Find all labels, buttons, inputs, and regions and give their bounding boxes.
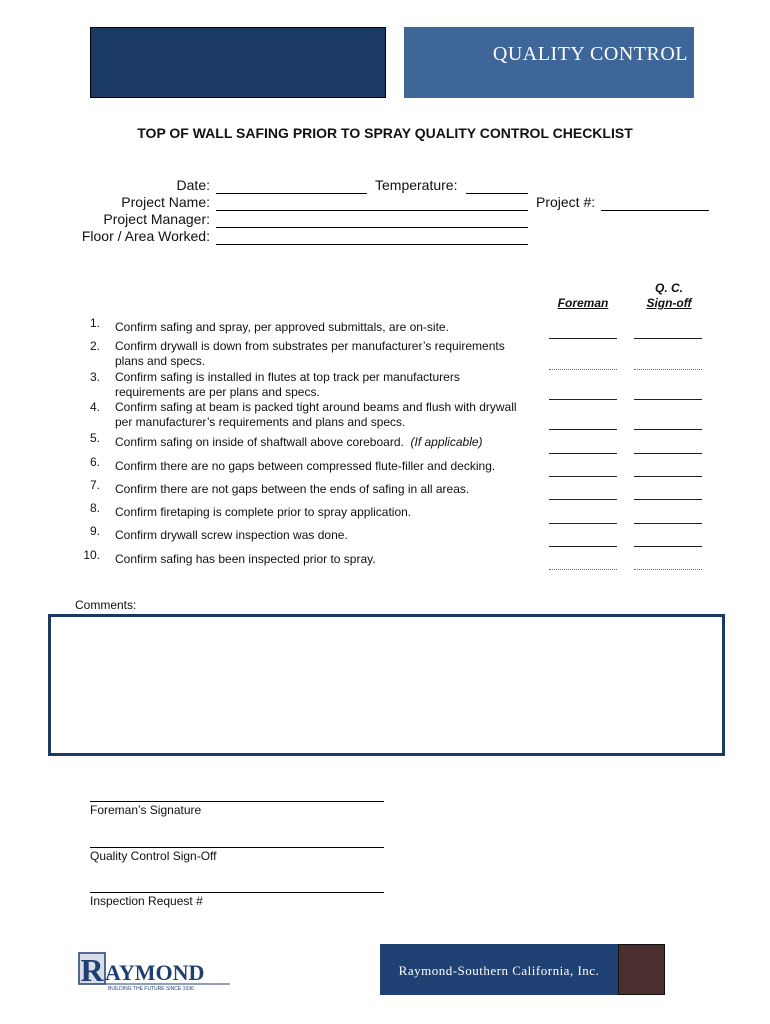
qc-signoff-line[interactable] <box>634 546 702 547</box>
logo-tagline: BUILDING THE FUTURE SINCE 1936 <box>108 986 194 992</box>
checklist-item <box>115 552 376 567</box>
project-number-label: Project #: <box>536 194 596 210</box>
qc-signoff-line[interactable] <box>634 499 702 500</box>
checklist-item-text: Confirm safing is installed in flutes at top track per manufacturers <box>115 370 460 384</box>
project-number-field[interactable] <box>601 210 709 211</box>
checklist-item-text: Confirm safing has been inspected prior to spray. <box>115 552 376 566</box>
checklist-item <box>115 482 469 497</box>
inspection-request-line[interactable] <box>90 892 384 893</box>
item-number: 5. <box>89 431 100 445</box>
checklist-item-text: Confirm firetaping is complete prior to spray application. <box>115 505 412 519</box>
item-number: 6. <box>89 455 100 469</box>
checklist-item-text: Confirm safing at beam is packed tight around beams and flush with drywall <box>115 400 517 414</box>
checklist-item <box>115 459 495 474</box>
item-number: 8. <box>89 501 100 515</box>
floor-area-field[interactable] <box>216 244 528 245</box>
item-number: 10. <box>83 548 100 562</box>
checklist-item <box>115 320 449 335</box>
checklist-item-text: requirements are per plans and specs. <box>115 385 320 399</box>
checklist-item <box>115 505 411 520</box>
checklist-item-text: Confirm safing and spray, per approved submittals, are on-site. <box>115 320 449 334</box>
item-number: 3. <box>89 370 100 384</box>
qc-signoff-label: Quality Control Sign-Off <box>90 849 217 863</box>
foreman-signoff-line[interactable] <box>549 546 617 547</box>
qc-signoff-line[interactable] <box>634 569 702 570</box>
item-number: 9. <box>89 524 100 538</box>
checklist-item-text: Confirm drywall is down from substrates per manufacturer’s requirements <box>115 339 505 353</box>
checklist-item-note: (If applicable) <box>410 435 483 449</box>
qc-signoff-line[interactable] <box>634 523 702 524</box>
foreman-signoff-line[interactable] <box>549 523 617 524</box>
inspection-request-label: Inspection Request # <box>90 894 203 908</box>
item-number: 1. <box>89 316 100 330</box>
checklist-item <box>115 528 348 543</box>
foreman-signature-label: Foreman’s Signature <box>90 803 202 817</box>
qc-column-header-line1: Q. C. <box>654 281 683 295</box>
footer-company-name: Raymond-Southern California, Inc. <box>398 963 600 978</box>
project-manager-label: Project Manager: <box>103 211 210 227</box>
floor-area-label: Floor / Area Worked: <box>81 228 210 244</box>
foreman-signature-line[interactable] <box>90 801 384 802</box>
foreman-signoff-line[interactable] <box>549 338 617 339</box>
comments-box[interactable] <box>48 614 725 756</box>
checklist-item-text: Confirm there are not gaps between the ends of safing in all areas. <box>115 482 470 496</box>
project-manager-field[interactable] <box>216 227 528 228</box>
qc-signoff-line[interactable] <box>634 429 702 430</box>
checklist-item <box>115 370 460 400</box>
checklist-item <box>115 435 483 450</box>
item-number: 2. <box>89 339 100 353</box>
checklist-item-text: Confirm there are no gaps between compressed flute-filler and decking. <box>115 459 496 473</box>
checklist-item-text: per manufacturer’s requirements and plans and specs. <box>115 415 406 429</box>
foreman-signoff-line[interactable] <box>549 399 617 400</box>
project-name-label: Project Name: <box>121 194 210 210</box>
qc-signoff-line[interactable] <box>634 369 702 370</box>
qc-column-header-line2: Sign-off <box>646 296 692 310</box>
date-label: Date: <box>176 177 210 193</box>
checklist-item-text: plans and specs. <box>115 354 206 368</box>
checklist-item <box>115 400 517 430</box>
item-number: 4. <box>89 400 100 414</box>
qc-signoff-line-bottom[interactable] <box>90 847 384 848</box>
banner-title: QUALITY CONTROL <box>492 43 688 65</box>
logo-wordmark: AYMOND <box>105 960 205 985</box>
foreman-column-header: Foreman <box>557 296 609 310</box>
document-title: TOP OF WALL SAFING PRIOR TO SPRAY QUALITY CONTROL CHECKLIST <box>137 125 633 141</box>
foreman-signoff-line[interactable] <box>549 499 617 500</box>
svg-text:R: R <box>80 952 104 988</box>
foreman-signoff-line[interactable] <box>549 476 617 477</box>
comments-label: Comments: <box>75 598 137 612</box>
qc-signoff-line[interactable] <box>634 338 702 339</box>
header-dark-panel <box>90 27 386 98</box>
qc-signoff-line[interactable] <box>634 399 702 400</box>
qc-signoff-line[interactable] <box>634 476 702 477</box>
foreman-signoff-line[interactable] <box>549 429 617 430</box>
checklist-item-text: Confirm safing on inside of shaftwall above coreboard. <box>115 435 404 449</box>
checklist-item <box>115 339 505 369</box>
item-number: 7. <box>89 478 100 492</box>
foreman-signoff-line[interactable] <box>549 569 617 570</box>
footer-company-panel <box>380 944 618 995</box>
foreman-signoff-line[interactable] <box>549 369 617 370</box>
date-field[interactable] <box>216 193 367 194</box>
foreman-signoff-line[interactable] <box>549 453 617 454</box>
footer-accent-block <box>618 944 665 995</box>
checklist-item-text: Confirm drywall screw inspection was done. <box>115 528 348 542</box>
header-title-panel <box>404 27 694 98</box>
qc-signoff-line[interactable] <box>634 453 702 454</box>
temperature-field[interactable] <box>466 193 528 194</box>
project-name-field[interactable] <box>216 210 528 211</box>
raymond-logo <box>78 952 232 992</box>
temperature-label: Temperature: <box>375 177 458 193</box>
